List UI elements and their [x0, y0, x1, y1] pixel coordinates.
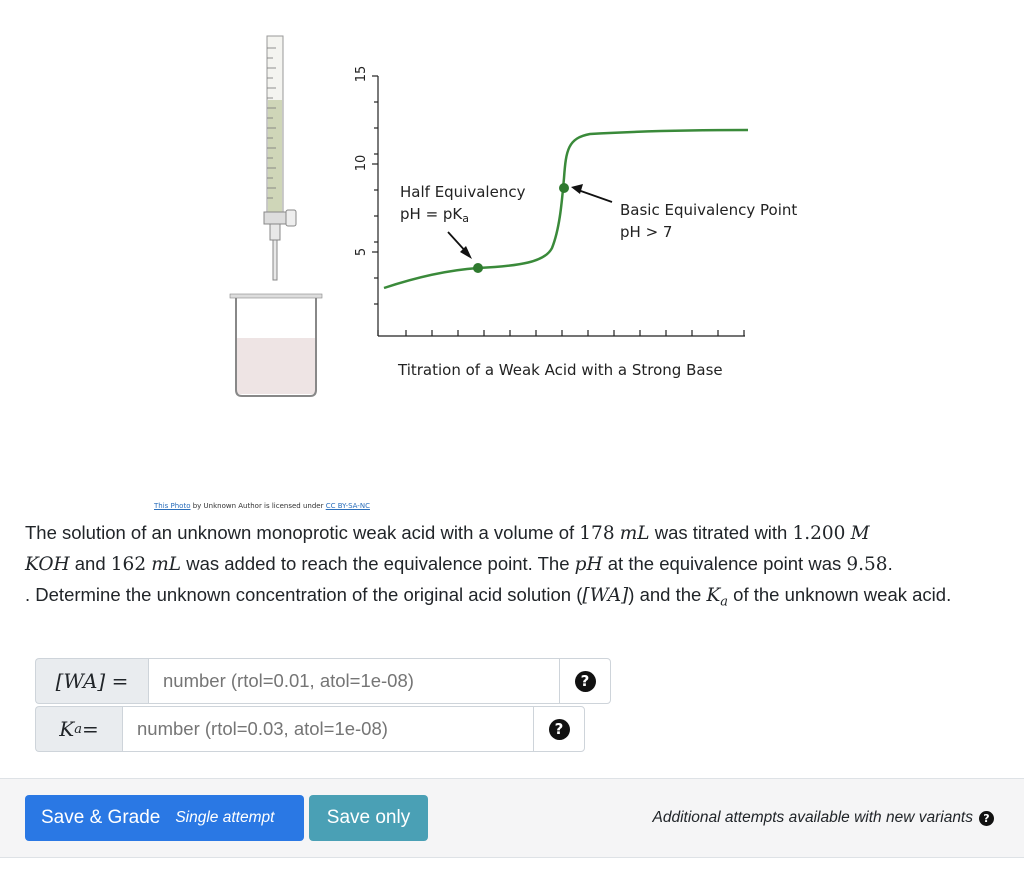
wa-help-button[interactable]: [559, 658, 611, 704]
figure-caption: Titration of a Weak Acid with a Strong Base: [398, 361, 723, 379]
basic-equivalency-label: Basic Equivalency Point: [620, 201, 798, 219]
attempts-info: [652, 809, 994, 827]
beaker-icon: [230, 294, 322, 396]
ka-input[interactable]: [122, 706, 533, 752]
wa-input[interactable]: [148, 658, 559, 704]
credit-text: by Unknown Author is licensed under: [190, 502, 326, 510]
answer-ka-group: [35, 706, 585, 752]
y-tick-5: 5: [354, 247, 369, 257]
half-equivalency-label: Half Equivalency: [400, 183, 526, 201]
question-circle-icon[interactable]: ?: [979, 811, 994, 826]
save-only-button[interactable]: Save only: [309, 795, 428, 841]
photo-credit: [154, 502, 370, 510]
save-grade-label: Save & Grade: [41, 807, 161, 828]
save-and-grade-button[interactable]: [25, 795, 304, 841]
single-attempt-label: Single attempt: [175, 809, 275, 826]
question-circle-icon: ?: [575, 671, 596, 692]
basic-equivalency-ph-label: pH > 7: [620, 223, 673, 241]
y-tick-15: 15: [354, 65, 369, 83]
question-text: The solution of an unknown monoprotic weak acid with a volume of 178 mL was titrated with 1.200 M KOH and 162 mL was added to reach the equivalence point. The pH at the equivalence point was 9.58. . Determine the unknown concentration of the original acid solution ([WA]) and the $K_a$ of the unknown weak acid.: [25, 522, 952, 610]
question-circle-icon: ?: [549, 719, 570, 740]
y-tick-10: 10: [354, 154, 369, 172]
license-link[interactable]: CC BY-SA-NC: [325, 502, 370, 510]
equivalence-point: [559, 183, 569, 193]
attempts-text: Additional attempts available with new variants: [652, 809, 973, 826]
submission-footer: [0, 778, 1024, 858]
half-equivalence-point: [473, 263, 483, 273]
ka-label: K a =: [35, 706, 122, 752]
burette-icon: [264, 36, 296, 280]
wa-label: [WA] =: [35, 658, 148, 704]
photo-link[interactable]: This Photo: [154, 502, 191, 510]
half-equivalency-ph-label: pH = $pK_a$: [400, 205, 470, 225]
ka-help-button[interactable]: [533, 706, 585, 752]
answer-wa-group: [35, 658, 611, 704]
